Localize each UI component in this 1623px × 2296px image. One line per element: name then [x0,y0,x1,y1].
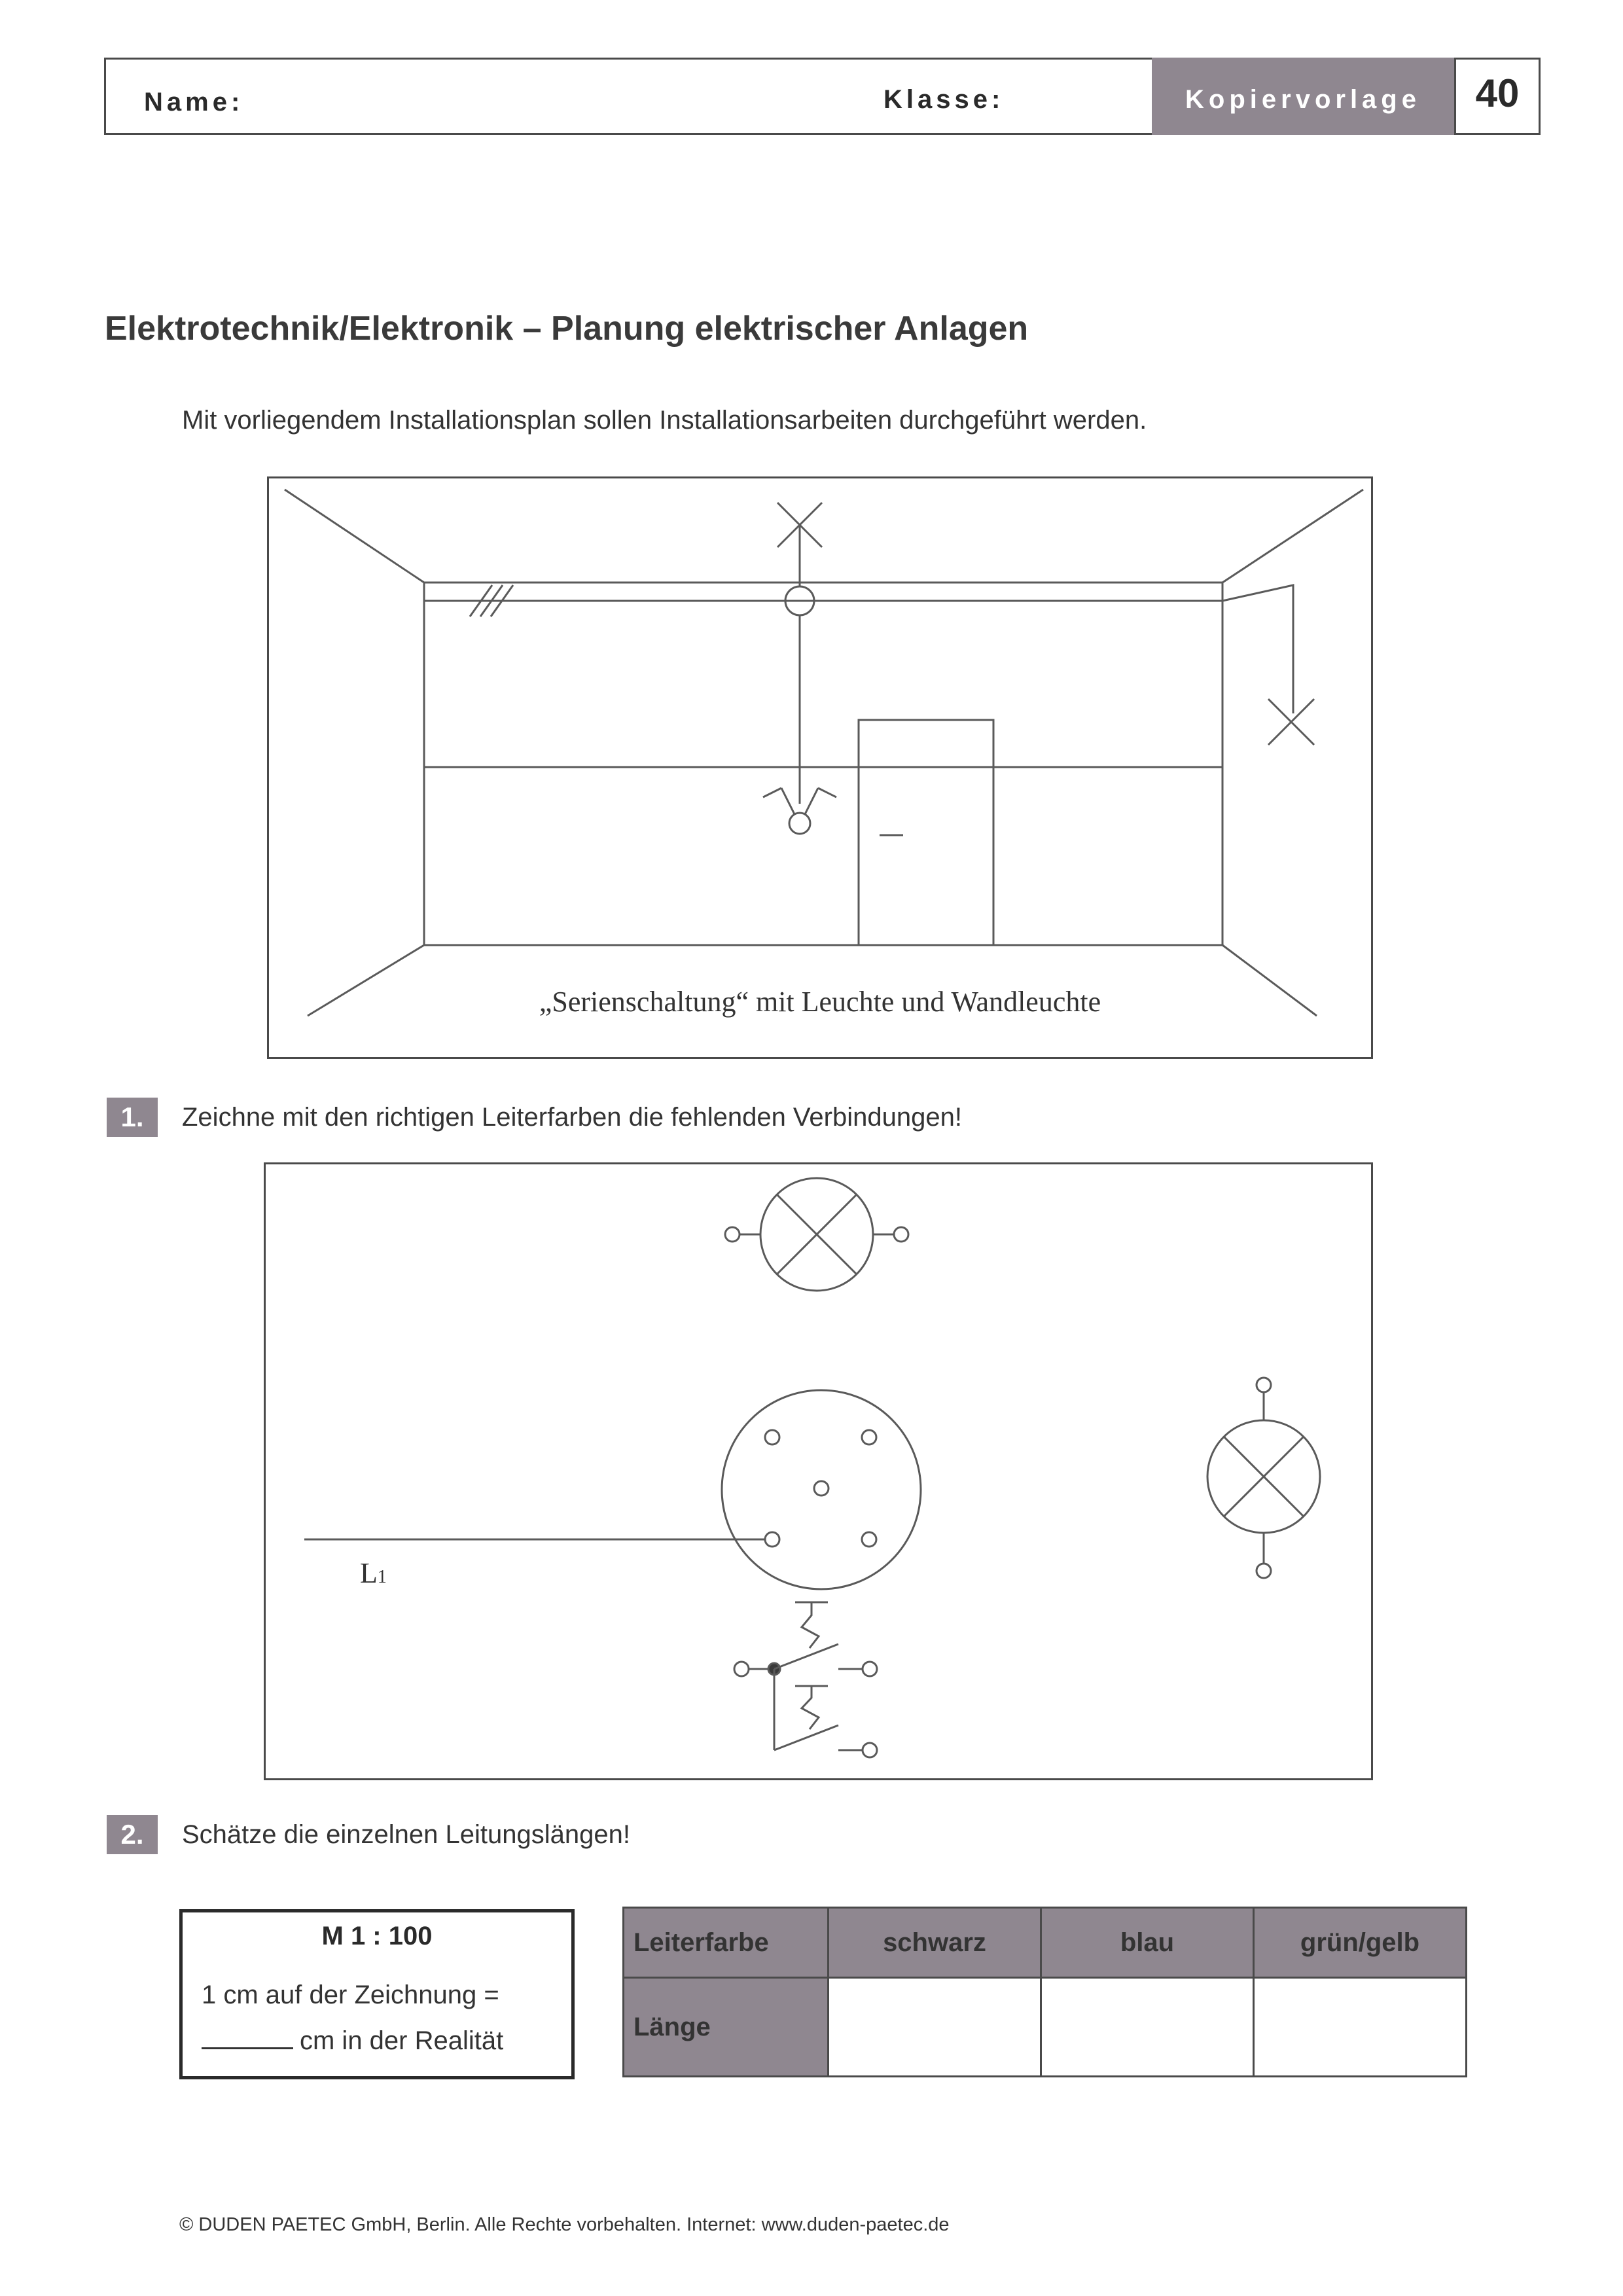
wall-lamp-terminal-top [1257,1378,1271,1392]
scale-line-1: 1 cm auf der Zeichnung = [202,1981,499,2009]
junction-terminal-3 [814,1481,829,1496]
scale-title: M 1 : 100 [321,1922,433,1950]
kopiervorlage-label: Kopiervorlage [1185,85,1421,114]
page-title: Elektrotechnik/Elektronik – Planung elektrischer Anlagen [105,310,1029,348]
junction-terminal-1 [765,1430,779,1444]
edge-top-left [285,490,424,583]
wall-lamp-terminal-bottom [1257,1564,1271,1578]
lamp-top-terminal-left [725,1227,740,1242]
task-1-badge: 1. [107,1098,158,1137]
laenge-gruen-gelb-cell[interactable] [1254,1978,1467,2077]
switch-arm-right [805,788,818,814]
plan-caption: „Serienschaltung“ mit Leuchte und Wandleuchte [539,986,1101,1018]
table-header-blau: blau [1041,1908,1254,1978]
task-1-text: Zeichne mit den richtigen Leiterfarben die fehlenden Verbindungen! [182,1103,962,1132]
switch-actuator-2-zigzag [802,1686,819,1729]
switch-actuator-1-zigzag [802,1602,819,1648]
edge-top-right [1222,490,1363,583]
table-header-gruen-gelb: grün/gelb [1254,1908,1467,1978]
table-header-schwarz: schwarz [829,1908,1041,1978]
name-label: Name: [144,88,244,117]
wall-light-cable [1222,585,1293,713]
page-number: 40 [1475,71,1520,115]
switch-arm-left [781,788,794,814]
switch-output-1-terminal [863,1662,877,1676]
switch-hook-left [763,788,781,797]
switch-symbol-icon [789,813,810,834]
switch-output-2-terminal [863,1743,877,1757]
junction-box-circle [722,1390,921,1589]
switch-hook-right [818,788,836,797]
scale-line-2: cm in der Realität [202,2024,503,2056]
door [859,720,993,945]
intro-text: Mit vorliegendem Installationsplan sollen Installationsarbeiten durchgeführt werden. [182,406,1147,435]
laenge-blau-cell[interactable] [1041,1978,1254,2077]
l1-label: L1 [360,1557,387,1589]
lamp-top-terminal-right [894,1227,908,1242]
junction-terminal-5 [862,1532,876,1547]
installation-plan-drawing [267,476,1373,1059]
switch-contact-1 [774,1644,838,1669]
switch-input-terminal [734,1662,749,1676]
table-header-row [624,1908,1467,1978]
length-table [622,1907,1467,2077]
junction-terminal-2 [862,1430,876,1444]
table-row-laenge: Länge [624,1978,829,2077]
back-wall [424,583,1222,767]
task-2-badge: 2. [107,1815,158,1854]
laenge-schwarz-cell[interactable] [829,1978,1041,2077]
table-header-leiterfarbe: Leiterfarbe [624,1908,829,1978]
junction-terminal-4 [765,1532,779,1547]
klasse-label: Klasse: [883,85,1005,114]
scale-blank-field[interactable] [202,2024,293,2049]
switch-contact-2 [774,1725,838,1750]
footer-copyright: © DUDEN PAETEC GmbH, Berlin. Alle Rechte vorbehalten. Internet: www.duden-paetec.de [179,2214,950,2235]
circuit-drawing[interactable] [264,1162,1373,1780]
table-row [624,1978,1467,2077]
task-2-text: Schätze die einzelnen Leitungslängen! [182,1820,630,1849]
